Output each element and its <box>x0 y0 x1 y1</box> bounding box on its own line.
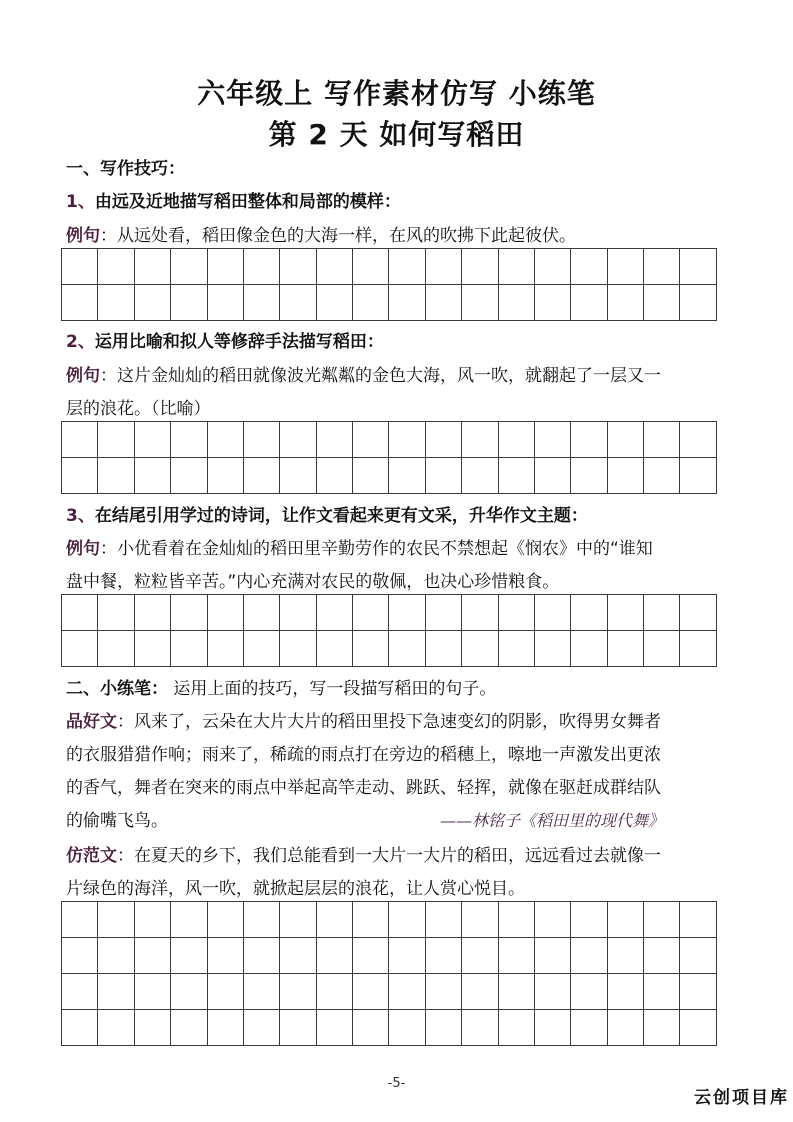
grid-cell[interactable] <box>462 631 498 667</box>
grid-cell[interactable] <box>644 938 680 974</box>
grid-cell[interactable] <box>571 422 607 458</box>
tip2-example-line2: 层的浪花。（比喻） <box>66 399 211 419</box>
grid-cell[interactable] <box>425 422 461 458</box>
grid-cell[interactable] <box>680 285 717 321</box>
grid-cell[interactable] <box>134 974 170 1010</box>
grid-cell[interactable] <box>134 249 170 285</box>
grid-cell[interactable] <box>243 631 279 667</box>
grid-cell[interactable] <box>534 631 570 667</box>
grid-cell[interactable] <box>498 631 534 667</box>
grid-cell[interactable] <box>98 285 134 321</box>
good-text-text: ：风来了，云朵在大片大片的稻田里投下急速变幻的阴影，吹得男女舞者 <box>117 712 661 732</box>
grid-cell[interactable] <box>425 938 461 974</box>
grid-cell[interactable] <box>462 422 498 458</box>
section1-heading: 一、写作技巧： <box>66 159 185 179</box>
page-number: -5- <box>387 1076 406 1091</box>
grid-cell[interactable] <box>316 1010 352 1046</box>
grid-cell[interactable] <box>462 1010 498 1046</box>
grid-cell[interactable] <box>425 631 461 667</box>
grid-cell[interactable] <box>498 249 534 285</box>
grid-cell[interactable] <box>207 902 243 938</box>
grid-cell[interactable] <box>571 1010 607 1046</box>
grid-cell[interactable] <box>425 595 461 631</box>
grid-cell[interactable] <box>171 1010 207 1046</box>
grid-cell[interactable] <box>425 458 461 494</box>
tip2-example-line1 <box>66 365 731 387</box>
grid-cell[interactable] <box>171 285 207 321</box>
grid-cell[interactable] <box>171 902 207 938</box>
grid-row <box>62 938 717 974</box>
good-text-source: ——林铭子《稻田里的现代舞》 <box>440 811 665 830</box>
grid-cell[interactable] <box>425 285 461 321</box>
tip2-example-text: ：这片金灿灿的稻田就像波光粼粼的金色大海，风一吹，就翻起了一层又一 <box>100 366 661 386</box>
model-text-text: ：在夏天的乡下，我们总能看到一大片一大片的稻田，远远看过去就像一 <box>117 846 661 866</box>
grid-cell[interactable] <box>207 974 243 1010</box>
tip3-title <box>66 505 731 527</box>
grid-cell[interactable] <box>98 902 134 938</box>
brand-watermark: 云创项目库 <box>694 1088 789 1108</box>
grid-cell[interactable] <box>680 974 717 1010</box>
grid-cell[interactable] <box>62 631 98 667</box>
tip3-example-label: 例句 <box>66 539 100 559</box>
grid-cell[interactable] <box>280 249 316 285</box>
grid-cell[interactable] <box>316 422 352 458</box>
grid-cell[interactable] <box>98 458 134 494</box>
grid-cell[interactable] <box>98 631 134 667</box>
grid-row <box>62 422 717 458</box>
grid-cell[interactable] <box>680 249 717 285</box>
good-text-line4: 的偷嘴飞鸟。 <box>66 811 168 831</box>
tip3-number: 3、 <box>66 506 95 526</box>
grid-cell[interactable] <box>607 458 643 494</box>
grid-cell[interactable] <box>644 902 680 938</box>
grid-cell[interactable] <box>171 249 207 285</box>
grid-cell[interactable] <box>62 1010 98 1046</box>
grid-cell[interactable] <box>607 938 643 974</box>
grid-cell[interactable] <box>462 938 498 974</box>
grid-cell[interactable] <box>680 938 717 974</box>
good-text-label: 品好文 <box>66 712 117 732</box>
tip1-example-text: ：从远处看，稻田像金色的大海一样，在风的吹拂下此起彼伏。 <box>100 226 576 246</box>
grid-cell[interactable] <box>171 938 207 974</box>
grid-cell[interactable] <box>571 285 607 321</box>
tip2-title-text: 运用比喻和拟人等修辞手法描写稻田： <box>94 332 384 352</box>
model-text-line1 <box>66 845 731 867</box>
grid-row <box>62 974 717 1010</box>
grid-cell[interactable] <box>607 595 643 631</box>
grid-cell[interactable] <box>534 458 570 494</box>
grid-cell[interactable] <box>207 1010 243 1046</box>
model-text-line2: 片绿色的海洋，风一吹，就掀起层层的浪花，让人赏心悦目。 <box>66 879 525 899</box>
grid-cell[interactable] <box>498 422 534 458</box>
grid-cell[interactable] <box>680 422 717 458</box>
grid-cell[interactable] <box>607 902 643 938</box>
page-title-line1: 六年级上 写作素材仿写 小练笔 <box>197 77 596 110</box>
grid-cell[interactable] <box>534 938 570 974</box>
grid-cell[interactable] <box>534 902 570 938</box>
model-text-label: 仿范文 <box>66 846 117 866</box>
grid-cell[interactable] <box>644 595 680 631</box>
grid-cell[interactable] <box>571 902 607 938</box>
grid-cell[interactable] <box>389 974 425 1010</box>
grid-cell[interactable] <box>98 249 134 285</box>
grid-cell[interactable] <box>207 595 243 631</box>
tip1-example-label: 例句 <box>66 226 100 246</box>
grid-cell[interactable] <box>462 595 498 631</box>
grid-cell[interactable] <box>353 249 389 285</box>
grid-row <box>62 249 717 285</box>
grid-cell[interactable] <box>644 974 680 1010</box>
grid-cell[interactable] <box>680 631 717 667</box>
grid-cell[interactable] <box>134 595 170 631</box>
grid-cell[interactable] <box>534 422 570 458</box>
grid-cell[interactable] <box>62 422 98 458</box>
grid-cell[interactable] <box>644 422 680 458</box>
grid-cell[interactable] <box>389 285 425 321</box>
grid-cell[interactable] <box>353 285 389 321</box>
grid-cell[interactable] <box>389 938 425 974</box>
grid-cell[interactable] <box>316 902 352 938</box>
tip2-example-label: 例句 <box>66 366 100 386</box>
good-text-line2: 的衣服猎猎作响；雨来了，稀疏的雨点打在旁边的稻穗上，嚓地一声激发出更浓 <box>66 745 661 765</box>
grid-cell[interactable] <box>316 458 352 494</box>
grid-cell[interactable] <box>353 902 389 938</box>
grid-cell[interactable] <box>353 458 389 494</box>
grid-cell[interactable] <box>280 422 316 458</box>
grid-cell[interactable] <box>353 974 389 1010</box>
grid-cell[interactable] <box>607 285 643 321</box>
grid-cell[interactable] <box>134 422 170 458</box>
grid-cell[interactable] <box>62 902 98 938</box>
grid-cell[interactable] <box>134 938 170 974</box>
grid-cell[interactable] <box>425 249 461 285</box>
grid-cell[interactable] <box>62 249 98 285</box>
grid-cell[interactable] <box>425 902 461 938</box>
grid-cell[interactable] <box>607 631 643 667</box>
grid-cell[interactable] <box>462 974 498 1010</box>
grid-cell[interactable] <box>498 902 534 938</box>
grid-row <box>62 1010 717 1046</box>
grid-cell[interactable] <box>607 974 643 1010</box>
grid-cell[interactable] <box>280 458 316 494</box>
grid-cell[interactable] <box>498 974 534 1010</box>
grid-cell[interactable] <box>62 285 98 321</box>
grid-cell[interactable] <box>62 938 98 974</box>
grid-cell[interactable] <box>280 1010 316 1046</box>
grid-cell[interactable] <box>316 974 352 1010</box>
grid-cell[interactable] <box>353 631 389 667</box>
section2-heading <box>66 678 731 700</box>
writing-grid-4[interactable] <box>61 901 717 1046</box>
grid-cell[interactable] <box>607 1010 643 1046</box>
tip2-title <box>66 331 731 353</box>
grid-cell[interactable] <box>353 1010 389 1046</box>
grid-cell[interactable] <box>62 974 98 1010</box>
grid-cell[interactable] <box>389 458 425 494</box>
grid-cell[interactable] <box>607 249 643 285</box>
grid-cell[interactable] <box>134 458 170 494</box>
grid-cell[interactable] <box>243 285 279 321</box>
grid-cell[interactable] <box>462 285 498 321</box>
grid-cell[interactable] <box>207 422 243 458</box>
grid-cell[interactable] <box>134 631 170 667</box>
grid-cell[interactable] <box>207 458 243 494</box>
grid-cell[interactable] <box>498 595 534 631</box>
grid-cell[interactable] <box>644 249 680 285</box>
grid-cell[interactable] <box>171 458 207 494</box>
grid-cell[interactable] <box>389 902 425 938</box>
grid-row <box>62 902 717 938</box>
grid-cell[interactable] <box>316 938 352 974</box>
grid-cell[interactable] <box>353 595 389 631</box>
grid-cell[interactable] <box>243 902 279 938</box>
grid-cell[interactable] <box>243 595 279 631</box>
tip3-example-line2: 盘中餐，粒粒皆辛苦。”内心充满对农民的敬佩，也决心珍惜粮食。 <box>66 572 560 592</box>
grid-cell[interactable] <box>243 974 279 1010</box>
grid-cell[interactable] <box>62 595 98 631</box>
grid-cell[interactable] <box>243 422 279 458</box>
tip2-number: 2、 <box>66 332 95 352</box>
grid-cell[interactable] <box>171 595 207 631</box>
grid-cell[interactable] <box>134 285 170 321</box>
grid-cell[interactable] <box>171 631 207 667</box>
grid-cell[interactable] <box>98 974 134 1010</box>
tip3-title-text: 在结尾引用学过的诗词，让作文看起来更有文采，升华作文主题： <box>94 506 588 526</box>
grid-cell[interactable] <box>462 458 498 494</box>
grid-cell[interactable] <box>680 458 717 494</box>
grid-cell[interactable] <box>243 458 279 494</box>
grid-cell[interactable] <box>571 249 607 285</box>
grid-cell[interactable] <box>134 902 170 938</box>
section2-heading-text: 二、小练笔： <box>66 679 168 699</box>
grid-cell[interactable] <box>98 938 134 974</box>
grid-cell[interactable] <box>171 974 207 1010</box>
grid-cell[interactable] <box>571 974 607 1010</box>
writing-grid-3[interactable] <box>61 594 717 667</box>
writing-grid-2[interactable] <box>61 421 717 494</box>
grid-cell[interactable] <box>316 249 352 285</box>
grid-cell[interactable] <box>680 902 717 938</box>
grid-cell[interactable] <box>316 631 352 667</box>
grid-cell[interactable] <box>389 249 425 285</box>
good-text-line3: 的香气，舞者在突来的雨点中举起高竿走动、跳跃、轻挥，就像在驱赶成群结队 <box>66 778 661 798</box>
tip1-title <box>66 191 731 213</box>
grid-cell[interactable] <box>389 422 425 458</box>
grid-cell[interactable] <box>644 458 680 494</box>
writing-grid-1[interactable] <box>61 248 717 321</box>
grid-cell[interactable] <box>571 938 607 974</box>
grid-row <box>62 631 717 667</box>
grid-cell[interactable] <box>280 285 316 321</box>
grid-cell[interactable] <box>243 1010 279 1046</box>
tip3-example-line1 <box>66 538 731 560</box>
grid-cell[interactable] <box>644 1010 680 1046</box>
grid-cell[interactable] <box>680 595 717 631</box>
page-title-line2: 第 2 天 如何写稻田 <box>268 118 525 151</box>
grid-cell[interactable] <box>571 595 607 631</box>
grid-cell[interactable] <box>353 938 389 974</box>
grid-cell[interactable] <box>207 285 243 321</box>
grid-cell[interactable] <box>243 938 279 974</box>
grid-cell[interactable] <box>280 595 316 631</box>
grid-cell[interactable] <box>644 631 680 667</box>
grid-cell[interactable] <box>243 249 279 285</box>
grid-cell[interactable] <box>280 974 316 1010</box>
tip1-title-text: 由远及近地描写稻田整体和局部的模样： <box>94 192 401 212</box>
grid-row <box>62 285 717 321</box>
grid-cell[interactable] <box>462 902 498 938</box>
grid-cell[interactable] <box>425 974 461 1010</box>
grid-cell[interactable] <box>389 595 425 631</box>
grid-row <box>62 595 717 631</box>
grid-cell[interactable] <box>207 249 243 285</box>
grid-cell[interactable] <box>607 422 643 458</box>
grid-cell[interactable] <box>134 1010 170 1046</box>
grid-cell[interactable] <box>571 458 607 494</box>
grid-cell[interactable] <box>498 458 534 494</box>
grid-cell[interactable] <box>98 1010 134 1046</box>
grid-cell[interactable] <box>280 938 316 974</box>
grid-cell[interactable] <box>534 249 570 285</box>
grid-cell[interactable] <box>389 1010 425 1046</box>
grid-cell[interactable] <box>280 902 316 938</box>
grid-cell[interactable] <box>316 595 352 631</box>
section2-instruction: 运用上面的技巧，写一段描写稻田的句子。 <box>168 679 497 699</box>
grid-cell[interactable] <box>280 631 316 667</box>
grid-cell[interactable] <box>353 422 389 458</box>
tip1-number: 1、 <box>66 192 95 212</box>
grid-cell[interactable] <box>534 595 570 631</box>
grid-cell[interactable] <box>389 631 425 667</box>
grid-cell[interactable] <box>207 631 243 667</box>
grid-cell[interactable] <box>534 285 570 321</box>
grid-cell[interactable] <box>462 249 498 285</box>
grid-cell[interactable] <box>98 595 134 631</box>
grid-cell[interactable] <box>534 974 570 1010</box>
tip1-example <box>66 225 731 247</box>
grid-cell[interactable] <box>207 938 243 974</box>
grid-cell[interactable] <box>498 285 534 321</box>
tip3-example-text: ：小优看着在金灿灿的稻田里辛勤劳作的农民不禁想起《悯农》中的“谁知 <box>100 539 653 559</box>
grid-cell[interactable] <box>680 1010 717 1046</box>
grid-cell[interactable] <box>498 1010 534 1046</box>
grid-row <box>62 458 717 494</box>
grid-cell[interactable] <box>534 1010 570 1046</box>
grid-cell[interactable] <box>571 631 607 667</box>
good-text-line1 <box>66 711 731 733</box>
grid-cell[interactable] <box>62 458 98 494</box>
grid-cell[interactable] <box>98 422 134 458</box>
grid-cell[interactable] <box>644 285 680 321</box>
grid-cell[interactable] <box>425 1010 461 1046</box>
grid-cell[interactable] <box>316 285 352 321</box>
grid-cell[interactable] <box>171 422 207 458</box>
grid-cell[interactable] <box>498 938 534 974</box>
